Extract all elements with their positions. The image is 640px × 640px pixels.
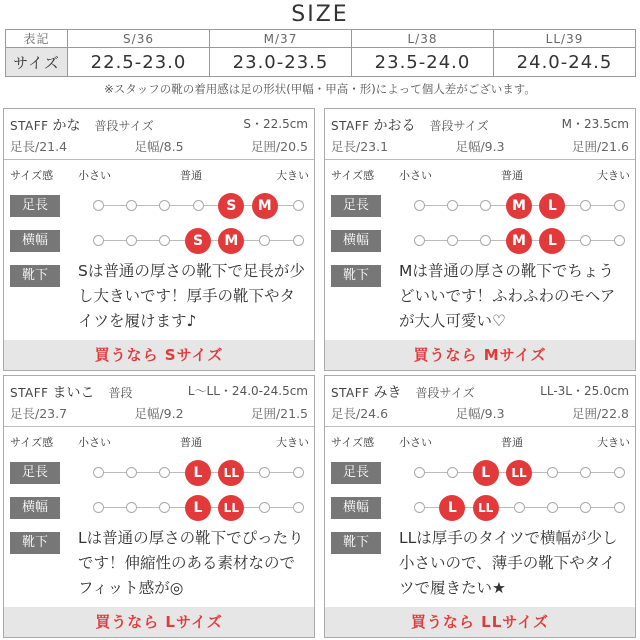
foot-width: 足幅/8.5 <box>134 139 184 154</box>
foot-width: 足幅/9.3 <box>455 139 505 154</box>
size-fit-mark: L <box>539 193 565 219</box>
usual-size-value: L〜LL・24.0-24.5cm <box>187 384 308 398</box>
foot-measurements <box>10 404 308 422</box>
scale-dot <box>126 467 137 478</box>
scale-header <box>4 434 314 450</box>
recommended-size-banner: 買うなら Sサイズ <box>4 340 314 370</box>
recommended-size-banner: 買うなら Lサイズ <box>4 607 314 637</box>
scale-dot <box>547 467 558 478</box>
scale-heading: サイズ感 <box>10 169 54 182</box>
scale-dot <box>514 502 525 513</box>
scale-small-label: 小さい <box>399 436 432 449</box>
staff-label: STAFF <box>331 386 370 400</box>
scale-dot <box>580 467 591 478</box>
scale-dot <box>480 200 491 211</box>
scale-dot <box>580 235 591 246</box>
length-row-label: 足長 <box>10 195 60 217</box>
size-fit-mark: M <box>218 228 244 254</box>
width-row-label: 横幅 <box>331 497 381 519</box>
foot-width: 足幅/9.2 <box>134 406 184 421</box>
width-row-label: 横幅 <box>10 230 60 252</box>
staff-comment: Lは普通の厚さの靴下でぴったりです！伸縮性のある素材なのでフィット感が◎ <box>78 529 304 597</box>
scale-large-label: 大きい <box>597 436 630 449</box>
foot-width: 足幅/9.3 <box>455 406 505 421</box>
size-fit-mark: S <box>218 193 244 219</box>
staff-info-row <box>10 382 308 400</box>
scale-dot <box>93 502 104 513</box>
socks-row-label: 靴下 <box>10 532 60 554</box>
divider <box>325 159 635 160</box>
scale-dot <box>447 467 458 478</box>
page-title: SIZE <box>291 2 349 27</box>
size-table-header-cell: S/36 <box>68 30 210 48</box>
scale-header <box>325 167 635 183</box>
length-row-label: 足長 <box>331 462 381 484</box>
scale-dot <box>614 235 625 246</box>
scale-dot <box>293 502 304 513</box>
length-scale <box>98 461 298 485</box>
scale-normal-label: 普通 <box>180 169 202 182</box>
foot-length: 足長/23.7 <box>10 406 68 421</box>
scale-heading: サイズ感 <box>331 436 375 449</box>
width-scale <box>98 229 298 253</box>
scale-dot <box>159 467 170 478</box>
staff-label: STAFF <box>331 119 370 133</box>
scale-dot <box>126 200 137 211</box>
staff-name: かな <box>52 118 81 134</box>
staff-comment: Mは普通の厚さの靴下でちょうどいいです！ふわふわのモヘアが大人可愛い♡ <box>399 262 616 330</box>
scale-dot <box>93 235 104 246</box>
recommended-size-banner: 買うなら Mサイズ <box>325 340 635 370</box>
scale-dot <box>293 235 304 246</box>
scale-dot <box>159 200 170 211</box>
length-scale <box>98 194 298 218</box>
scale-dot <box>580 200 591 211</box>
length-scale <box>419 461 619 485</box>
size-fit-mark: M <box>506 193 532 219</box>
staff-label: STAFF <box>10 386 49 400</box>
staff-info-row <box>10 115 308 133</box>
width-scale <box>98 496 298 520</box>
scale-dot <box>414 235 425 246</box>
width-scale <box>419 496 619 520</box>
staff-info-row <box>331 115 629 133</box>
usual-size-value: S・22.5cm <box>243 117 308 131</box>
foot-girth: 足囲/21.5 <box>250 406 308 421</box>
scale-normal-label: 普通 <box>501 436 523 449</box>
divider <box>4 159 314 160</box>
scale-dot <box>614 200 625 211</box>
scale-normal-label: 普通 <box>180 436 202 449</box>
scale-dot <box>159 502 170 513</box>
length-row-label: 足長 <box>331 195 381 217</box>
usual-size-value: M・23.5cm <box>561 117 629 131</box>
scale-dot <box>447 235 458 246</box>
usual-size-label: 普段サイズ <box>415 386 475 400</box>
staff-card <box>324 375 636 638</box>
scale-dot <box>447 200 458 211</box>
scale-dot <box>259 467 270 478</box>
size-table-row-label: サイズ <box>6 48 68 77</box>
size-fit-mark: S <box>185 228 211 254</box>
size-table-value-row <box>6 48 636 77</box>
staff-card <box>324 108 636 371</box>
staff-info-row <box>331 382 629 400</box>
usual-size-label: 普段サイズ <box>94 119 154 133</box>
scale-dot <box>293 467 304 478</box>
size-table-header-label: 表記 <box>6 30 68 48</box>
staff-label: STAFF <box>10 119 49 133</box>
foot-measurements <box>10 137 308 155</box>
staff-comment: Sは普通の厚さの靴下で足長が少し大きいです！厚手の靴下やタイツを履けます♪ <box>78 262 305 330</box>
foot-girth: 足囲/22.8 <box>571 406 629 421</box>
scale-dot <box>414 200 425 211</box>
scale-dot <box>259 235 270 246</box>
staff-card <box>3 375 315 638</box>
length-scale <box>419 194 619 218</box>
scale-dot <box>126 502 137 513</box>
scale-small-label: 小さい <box>78 169 111 182</box>
scale-heading: サイズ感 <box>331 169 375 182</box>
socks-row-label: 靴下 <box>10 265 60 287</box>
divider <box>4 426 314 427</box>
socks-row-label: 靴下 <box>331 532 381 554</box>
scale-large-label: 大きい <box>276 436 309 449</box>
size-fit-mark: L <box>539 228 565 254</box>
width-row-label: 横幅 <box>10 497 60 519</box>
size-table-header-cell: M/37 <box>210 30 352 48</box>
socks-row-label: 靴下 <box>331 265 381 287</box>
scale-heading: サイズ感 <box>10 436 54 449</box>
length-row-label: 足長 <box>10 462 60 484</box>
usual-size-label: 普段 <box>108 386 133 400</box>
scale-large-label: 大きい <box>276 169 309 182</box>
scale-normal-label: 普通 <box>501 169 523 182</box>
staff-name: まいこ <box>52 385 95 401</box>
scale-dot <box>480 235 491 246</box>
scale-dot <box>547 502 558 513</box>
scale-dot <box>126 235 137 246</box>
foot-length: 足長/23.1 <box>331 139 389 154</box>
foot-measurements <box>331 404 629 422</box>
size-fit-mark: M <box>506 228 532 254</box>
scale-small-label: 小さい <box>399 169 432 182</box>
width-row-label: 横幅 <box>331 230 381 252</box>
size-fit-mark: L <box>439 495 465 521</box>
size-table-cell: 23.0-23.5 <box>210 48 352 77</box>
foot-length: 足長/21.4 <box>10 139 68 154</box>
size-fit-mark: LL <box>218 460 244 486</box>
size-fit-mark: L <box>185 495 211 521</box>
size-fit-mark: L <box>185 460 211 486</box>
scale-dot <box>93 200 104 211</box>
size-fit-mark: LL <box>506 460 532 486</box>
scale-dot <box>414 467 425 478</box>
size-table-cell: 23.5-24.0 <box>352 48 494 77</box>
foot-girth: 足囲/20.5 <box>250 139 308 154</box>
size-fit-mark: LL <box>218 495 244 521</box>
size-table <box>5 29 636 77</box>
scale-dot <box>580 502 591 513</box>
staff-card <box>3 108 315 371</box>
usual-size-label: 普段サイズ <box>429 119 489 133</box>
size-table-header-cell: LL/39 <box>494 30 636 48</box>
usual-size-value: LL-3L・25.0cm <box>540 384 629 398</box>
size-table-cell: 22.5-23.0 <box>68 48 210 77</box>
scale-small-label: 小さい <box>78 436 111 449</box>
staff-comment: LLは厚手のタイツで横幅が少し小さいので、薄手の靴下やタイツで履きたい★ <box>399 529 618 597</box>
size-fit-mark: LL <box>473 495 499 521</box>
size-table-header-cell: L/38 <box>352 30 494 48</box>
scale-dot <box>614 502 625 513</box>
scale-header <box>4 167 314 183</box>
staff-name: みき <box>373 385 402 401</box>
scale-dot <box>414 502 425 513</box>
scale-dot <box>293 200 304 211</box>
size-table-header-row <box>6 30 636 48</box>
foot-girth: 足囲/21.6 <box>571 139 629 154</box>
scale-dot <box>259 502 270 513</box>
size-fit-mark: L <box>473 460 499 486</box>
scale-dot <box>614 467 625 478</box>
foot-length: 足長/24.6 <box>331 406 389 421</box>
scale-dot <box>159 235 170 246</box>
scale-header <box>325 434 635 450</box>
scale-dot <box>193 200 204 211</box>
staff-name: かおる <box>373 118 416 134</box>
scale-dot <box>93 467 104 478</box>
size-table-cell: 24.0-24.5 <box>494 48 636 77</box>
divider <box>325 426 635 427</box>
width-scale <box>419 229 619 253</box>
size-fit-mark: M <box>252 193 278 219</box>
foot-measurements <box>331 137 629 155</box>
fit-note: ※スタッフの靴の着用感は足の形状(甲幅・甲高・形)によって個人差がございます。 <box>104 82 536 96</box>
recommended-size-banner: 買うなら LLサイズ <box>325 607 635 637</box>
scale-large-label: 大きい <box>597 169 630 182</box>
